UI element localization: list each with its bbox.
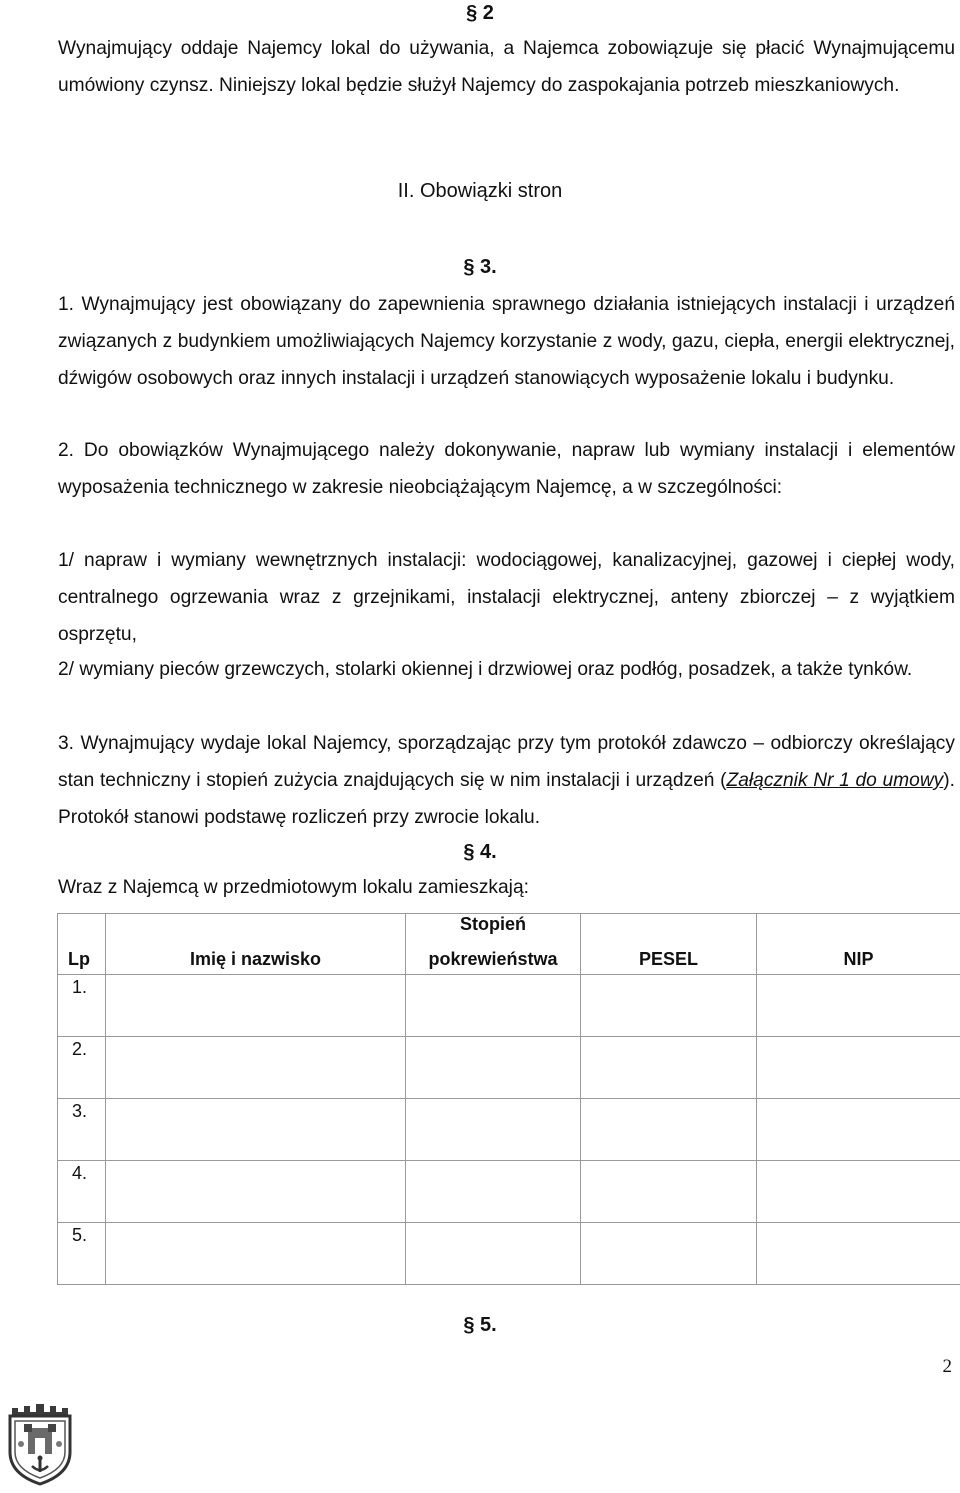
header-relation-line1: Stopień <box>460 914 526 934</box>
cell-nip[interactable] <box>757 1037 960 1099</box>
cell-pesel[interactable] <box>581 1223 757 1285</box>
cell-name[interactable] <box>106 1223 406 1285</box>
header-pesel: PESEL <box>581 914 757 975</box>
row-number: 1. <box>58 975 106 1037</box>
cell-name[interactable] <box>106 1099 406 1161</box>
paragraph-3-text-a: 3. Wynajmujący wydaje lokal Najemcy, sporządzając przy tym protokół zdawczo – odbiorczy określający stan techniczny i stopień zużycia znajdujących się w nim instalacji i urządzeń ( <box>58 733 955 791</box>
row-number: 4. <box>58 1161 106 1223</box>
cell-relation[interactable] <box>406 1037 581 1099</box>
attachment-reference: Załącznik Nr 1 do umowy <box>726 770 944 791</box>
cell-relation[interactable] <box>406 1223 581 1285</box>
cell-nip[interactable] <box>757 1099 960 1161</box>
section-3-heading: § 3. <box>463 256 497 278</box>
cell-nip[interactable] <box>757 1223 960 1285</box>
paragraph-2-item-2: 2/ wymiany pieców grzewczych, stolarki okiennej i drzwiowej oraz podłóg, posadzek, a także tynków. <box>58 659 913 680</box>
header-name: Imię i nazwisko <box>106 914 406 975</box>
row-number: 5. <box>58 1223 106 1285</box>
table-row <box>58 1099 960 1161</box>
row-number: 2. <box>58 1037 106 1099</box>
paragraph-1: 1. Wynajmujący jest obowiązany do zapewnienia sprawnego działania istniejących instalacji i urządzeń związanych z budynkiem umożliwiających Najemcy korzystanie z wody, gazu, ciepła, energii elektrycznej, dźwigów osobowych oraz innych instalacji i urządzeń stanowiących wyposażenie lokalu i budynku. <box>58 294 955 389</box>
cell-name[interactable] <box>106 1037 406 1099</box>
cell-pesel[interactable] <box>581 975 757 1037</box>
section-4-heading: § 4. <box>463 841 497 863</box>
table-row <box>58 1161 960 1223</box>
cell-pesel[interactable] <box>581 1161 757 1223</box>
header-relation-line2: pokrewieństwa <box>428 949 558 969</box>
section-2-paragraph: Wynajmujący oddaje Najemcy lokal do używania, a Najemca zobowiązuje się płacić Wynajmującemu umówiony czynsz. Niniejszy lokal będzie służył Najemcy do zaspokajania potrzeb mieszkaniowych. <box>58 38 955 96</box>
table-row <box>58 975 960 1037</box>
cell-relation[interactable] <box>406 1099 581 1161</box>
household-members-table <box>57 913 960 1285</box>
city-crest-logo-icon <box>6 1402 74 1486</box>
cell-relation[interactable] <box>406 975 581 1037</box>
cell-pesel[interactable] <box>581 1099 757 1161</box>
cell-nip[interactable] <box>757 975 960 1037</box>
section-4-paragraph: Wraz z Najemcą w przedmiotowym lokalu zamieszkają: <box>58 877 529 898</box>
header-nip: NIP <box>757 914 960 975</box>
cell-nip[interactable] <box>757 1161 960 1223</box>
header-lp: Lp <box>58 914 106 975</box>
cell-name[interactable] <box>106 975 406 1037</box>
page-number: 2 <box>942 1356 952 1377</box>
cell-relation[interactable] <box>406 1161 581 1223</box>
paragraph-3-text-b: ). Protokół stanowi podstawę rozliczeń przy zwrocie lokalu. <box>58 770 955 828</box>
cell-name[interactable] <box>106 1161 406 1223</box>
obligations-heading: II. Obowiązki stron <box>397 180 563 202</box>
section-2-heading: § 2 <box>466 2 494 24</box>
paragraph-2: 2. Do obowiązków Wynajmującego należy dokonywanie, napraw lub wymiany instalacji i elementów wyposażenia technicznego w zakresie nieobciążającym Najemcę, a w szczególności: <box>58 440 955 498</box>
row-number: 3. <box>58 1099 106 1161</box>
table-header-row <box>58 914 960 975</box>
section-5-heading: § 5. <box>463 1314 497 1336</box>
cell-pesel[interactable] <box>581 1037 757 1099</box>
table-row <box>58 1223 960 1285</box>
paragraph-3 <box>58 725 955 836</box>
table-row <box>58 1037 960 1099</box>
header-relation <box>406 914 581 975</box>
paragraph-2-item-1: 1/ napraw i wymiany wewnętrznych instalacji: wodociągowej, kanalizacyjnej, gazowej i ciepłej wody, centralnego ogrzewania wraz z grzejnikami, instalacji elektrycznej, anteny zbiorczej – z wyjątkiem osprzętu, <box>58 550 955 645</box>
